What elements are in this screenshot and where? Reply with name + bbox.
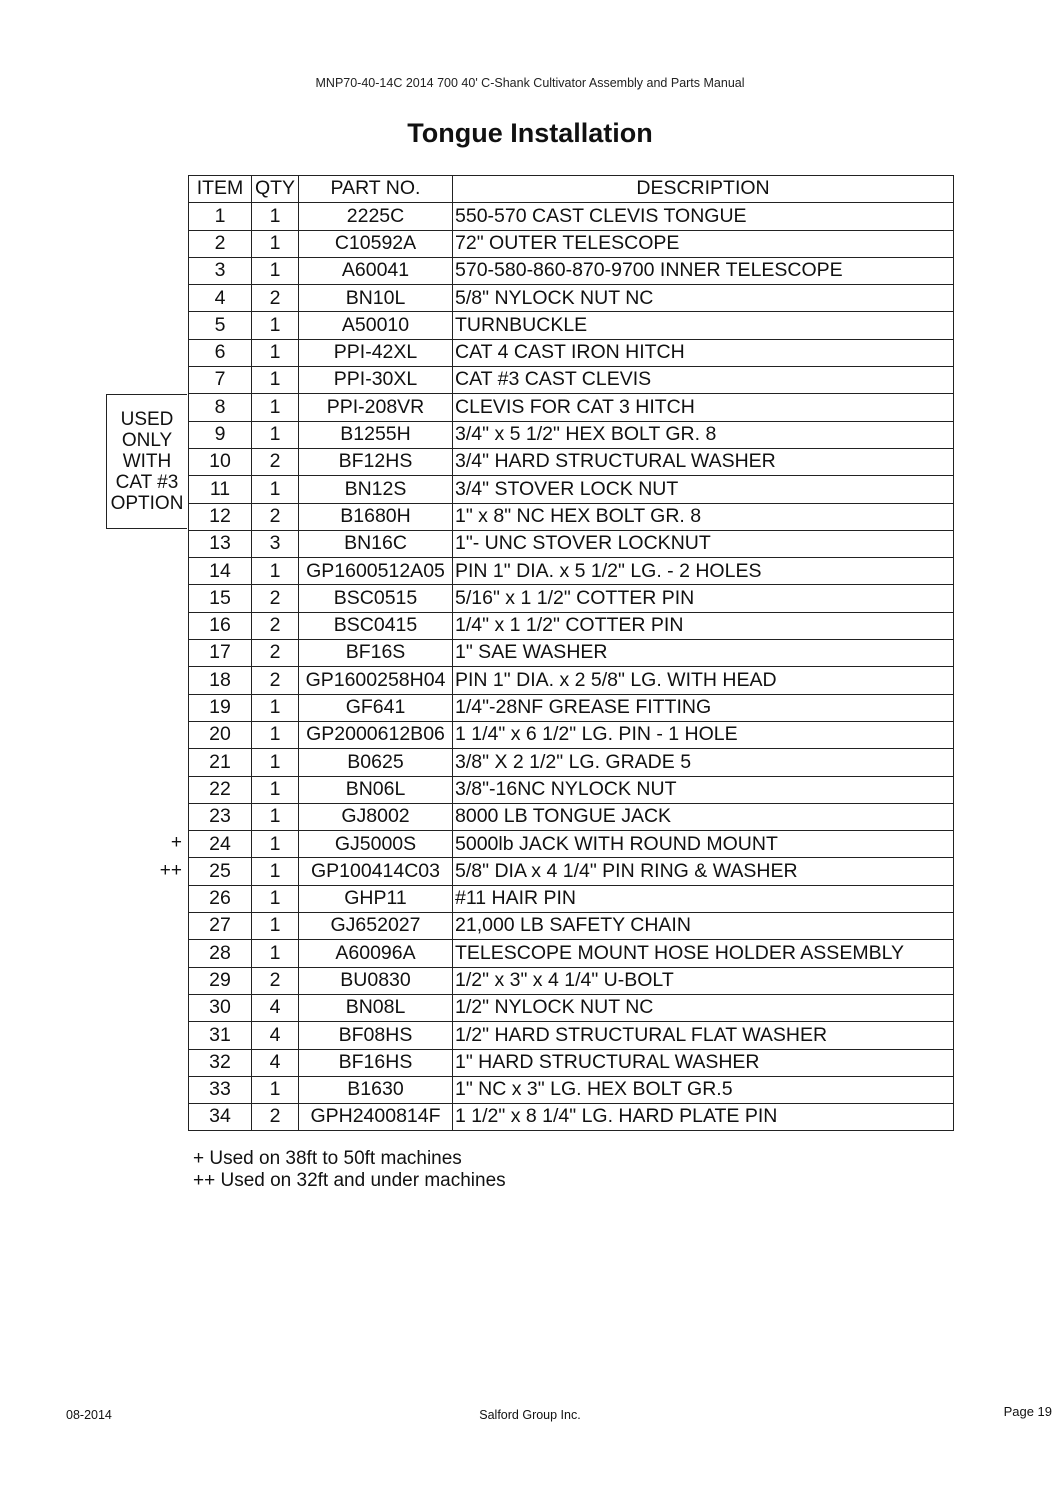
cell-part-no: BSC0415 (299, 612, 453, 639)
cell-qty: 1 (252, 421, 299, 448)
cell-item: 8 (189, 394, 252, 421)
parts-table (188, 175, 954, 1131)
table-row (189, 448, 954, 475)
cell-description: 1 1/4" x 6 1/2" LG. PIN - 1 HOLE (453, 721, 954, 748)
cell-item: 20 (189, 721, 252, 748)
table-row (189, 503, 954, 530)
side-note-line: OPTION (110, 493, 184, 514)
cell-description: 5/8" DIA x 4 1/4" PIN RING & WASHER (453, 858, 954, 885)
cell-item: 11 (189, 476, 252, 503)
cell-description: 570-580-860-870-9700 INNER TELESCOPE (453, 257, 954, 284)
footer-date: 08-2014 (66, 1408, 112, 1422)
cell-part-no: A50010 (299, 312, 453, 339)
cell-item: 12 (189, 503, 252, 530)
cell-description: 5/8" NYLOCK NUT NC (453, 285, 954, 312)
cell-part-no: BF08HS (299, 1022, 453, 1049)
cell-qty: 1 (252, 749, 299, 776)
cell-description: 1" SAE WASHER (453, 640, 954, 667)
cell-description: 1/4"-28NF GREASE FITTING (453, 694, 954, 721)
cell-description: 1" HARD STRUCTURAL WASHER (453, 1049, 954, 1076)
cell-qty: 1 (252, 257, 299, 284)
page-title: Tongue Installation (407, 118, 653, 148)
cell-item: 25 (189, 858, 252, 885)
cell-qty: 2 (252, 285, 299, 312)
cell-description: CLEVIS FOR CAT 3 HITCH (453, 394, 954, 421)
cell-part-no: BSC0515 (299, 585, 453, 612)
table-row (189, 831, 954, 858)
table-row (189, 230, 954, 257)
cell-qty: 2 (252, 503, 299, 530)
mark-item-24: + (170, 832, 182, 853)
footnotes (193, 1148, 506, 1192)
cell-part-no: 2225C (299, 203, 453, 230)
cell-part-no: GJ8002 (299, 803, 453, 830)
cell-qty: 1 (252, 558, 299, 585)
cell-qty: 1 (252, 230, 299, 257)
header-item: ITEM (189, 176, 252, 203)
cell-qty: 2 (252, 967, 299, 994)
table-row (189, 940, 954, 967)
table-row (189, 585, 954, 612)
cell-item: 10 (189, 448, 252, 475)
cell-item: 15 (189, 585, 252, 612)
side-note-line: WITH (122, 451, 172, 472)
cell-qty: 1 (252, 203, 299, 230)
cell-item: 26 (189, 885, 252, 912)
table-row (189, 203, 954, 230)
cell-item: 9 (189, 421, 252, 448)
footnote-double-plus: ++ Used on 32ft and under machines (193, 1170, 506, 1191)
table-row (189, 776, 954, 803)
cell-item: 30 (189, 994, 252, 1021)
table-row (189, 667, 954, 694)
cell-description: 3/4" x 5 1/2" HEX BOLT GR. 8 (453, 421, 954, 448)
footer-page-number: Page 19 (1003, 1404, 1052, 1419)
table-row (189, 367, 954, 394)
cell-part-no: A60041 (299, 257, 453, 284)
cell-qty: 1 (252, 831, 299, 858)
table-row (189, 994, 954, 1021)
cell-item: 5 (189, 312, 252, 339)
cell-part-no: BN08L (299, 994, 453, 1021)
cell-qty: 1 (252, 721, 299, 748)
cell-part-no: BF16S (299, 640, 453, 667)
table-row (189, 612, 954, 639)
cell-description: 1" x 8" NC HEX BOLT GR. 8 (453, 503, 954, 530)
cell-qty: 4 (252, 1022, 299, 1049)
cell-part-no: GP2000612B06 (299, 721, 453, 748)
footer-company: Salford Group Inc. (479, 1408, 581, 1422)
cell-part-no: BF12HS (299, 448, 453, 475)
cell-part-no: BU0830 (299, 967, 453, 994)
cell-qty: 1 (252, 476, 299, 503)
cell-description: 3/4" HARD STRUCTURAL WASHER (453, 448, 954, 475)
cell-part-no: GJ5000S (299, 831, 453, 858)
cell-item: 17 (189, 640, 252, 667)
cell-qty: 1 (252, 776, 299, 803)
cell-part-no: BN12S (299, 476, 453, 503)
table-row (189, 285, 954, 312)
cell-description: 1 1/2" x 8 1/4" LG. HARD PLATE PIN (453, 1104, 954, 1131)
cell-item: 21 (189, 749, 252, 776)
cell-item: 6 (189, 339, 252, 366)
cell-part-no: BN06L (299, 776, 453, 803)
cell-description: 5/16" x 1 1/2" COTTER PIN (453, 585, 954, 612)
cell-item: 22 (189, 776, 252, 803)
cell-item: 1 (189, 203, 252, 230)
cell-description: 1/4" x 1 1/2" COTTER PIN (453, 612, 954, 639)
cell-qty: 1 (252, 367, 299, 394)
header-description: DESCRIPTION (453, 176, 954, 203)
cell-description: PIN 1" DIA. x 2 5/8" LG. WITH HEAD (453, 667, 954, 694)
cell-item: 7 (189, 367, 252, 394)
cell-item: 2 (189, 230, 252, 257)
cell-qty: 1 (252, 694, 299, 721)
cell-part-no: BN10L (299, 285, 453, 312)
cell-item: 34 (189, 1104, 252, 1131)
cell-qty: 2 (252, 612, 299, 639)
cell-part-no: PPI-30XL (299, 367, 453, 394)
cell-description: 1/2" HARD STRUCTURAL FLAT WASHER (453, 1022, 954, 1049)
cell-qty: 1 (252, 339, 299, 366)
side-note-line: ONLY (121, 430, 173, 451)
cell-part-no: PPI-208VR (299, 394, 453, 421)
cell-description: 550-570 CAST CLEVIS TONGUE (453, 203, 954, 230)
cell-description: 1/2" NYLOCK NUT NC (453, 994, 954, 1021)
cell-part-no: PPI-42XL (299, 339, 453, 366)
cell-description: CAT #3 CAST CLEVIS (453, 367, 954, 394)
cell-part-no: BF16HS (299, 1049, 453, 1076)
cell-description: 72" OUTER TELESCOPE (453, 230, 954, 257)
cell-description: CAT 4 CAST IRON HITCH (453, 339, 954, 366)
cell-qty: 2 (252, 667, 299, 694)
table-row (189, 530, 954, 557)
cell-qty: 2 (252, 640, 299, 667)
header-part-no: PART NO. (299, 176, 453, 203)
cell-description: 8000 LB TONGUE JACK (453, 803, 954, 830)
cell-description: #11 HAIR PIN (453, 885, 954, 912)
cell-description: 3/8" X 2 1/2" LG. GRADE 5 (453, 749, 954, 776)
table-row (189, 394, 954, 421)
cell-item: 13 (189, 530, 252, 557)
cell-item: 29 (189, 967, 252, 994)
cell-part-no: B0625 (299, 749, 453, 776)
footnote-plus: + Used on 38ft to 50ft machines (193, 1148, 462, 1169)
table-header-row (189, 176, 954, 203)
cell-description: 1" NC x 3" LG. HEX BOLT GR.5 (453, 1076, 954, 1103)
cell-part-no: GP1600512A05 (299, 558, 453, 585)
cell-item: 32 (189, 1049, 252, 1076)
cell-part-no: GP1600258H04 (299, 667, 453, 694)
table-row (189, 967, 954, 994)
cell-qty: 4 (252, 994, 299, 1021)
cell-part-no: A60096A (299, 940, 453, 967)
table-row (189, 421, 954, 448)
cat3-option-note (106, 394, 187, 529)
cell-description: 3/4" STOVER LOCK NUT (453, 476, 954, 503)
mark-item-25: ++ (159, 860, 182, 881)
table-row (189, 339, 954, 366)
cell-item: 27 (189, 913, 252, 940)
cell-item: 33 (189, 1076, 252, 1103)
cell-part-no: B1255H (299, 421, 453, 448)
table-row (189, 749, 954, 776)
table-row (189, 640, 954, 667)
cell-item: 3 (189, 257, 252, 284)
cell-qty: 1 (252, 858, 299, 885)
cell-item: 24 (189, 831, 252, 858)
table-row (189, 721, 954, 748)
cell-part-no: B1680H (299, 503, 453, 530)
header-qty: QTY (252, 176, 299, 203)
table-row (189, 913, 954, 940)
cell-item: 4 (189, 285, 252, 312)
cell-qty: 1 (252, 940, 299, 967)
document-header: MNP70-40-14C 2014 700 40' C-Shank Cultivator Assembly and Parts Manual (315, 76, 745, 90)
side-note-line: CAT #3 (115, 472, 179, 493)
table-row (189, 803, 954, 830)
table-row (189, 858, 954, 885)
side-note-line: USED (120, 409, 174, 430)
table-row (189, 476, 954, 503)
cell-qty: 4 (252, 1049, 299, 1076)
cell-item: 14 (189, 558, 252, 585)
cell-part-no: B1630 (299, 1076, 453, 1103)
cell-part-no: GHP11 (299, 885, 453, 912)
cell-qty: 1 (252, 312, 299, 339)
cell-qty: 1 (252, 1076, 299, 1103)
cell-description: PIN 1" DIA. x 5 1/2" LG. - 2 HOLES (453, 558, 954, 585)
cell-part-no: BN16C (299, 530, 453, 557)
cell-qty: 1 (252, 885, 299, 912)
cell-item: 28 (189, 940, 252, 967)
cell-qty: 2 (252, 448, 299, 475)
cell-description: 3/8"-16NC NYLOCK NUT (453, 776, 954, 803)
cell-item: 23 (189, 803, 252, 830)
cell-description: 1/2" x 3" x 4 1/4" U-BOLT (453, 967, 954, 994)
cell-description: 1"- UNC STOVER LOCKNUT (453, 530, 954, 557)
table-row (189, 1022, 954, 1049)
cell-description: 5000lb JACK WITH ROUND MOUNT (453, 831, 954, 858)
cell-item: 19 (189, 694, 252, 721)
cell-description: 21,000 LB SAFETY CHAIN (453, 913, 954, 940)
cell-description: TELESCOPE MOUNT HOSE HOLDER ASSEMBLY (453, 940, 954, 967)
cell-part-no: GP100414C03 (299, 858, 453, 885)
cell-part-no: GPH2400814F (299, 1104, 453, 1131)
table-row (189, 1076, 954, 1103)
cell-item: 31 (189, 1022, 252, 1049)
cell-qty: 1 (252, 803, 299, 830)
cell-description: TURNBUCKLE (453, 312, 954, 339)
cell-item: 18 (189, 667, 252, 694)
table-row (189, 1104, 954, 1131)
table-row (189, 558, 954, 585)
cell-qty: 1 (252, 913, 299, 940)
table-row (189, 257, 954, 284)
cell-item: 16 (189, 612, 252, 639)
table-row (189, 694, 954, 721)
cell-part-no: GJ652027 (299, 913, 453, 940)
cell-qty: 1 (252, 394, 299, 421)
cell-part-no: C10592A (299, 230, 453, 257)
table-row (189, 312, 954, 339)
cell-qty: 2 (252, 585, 299, 612)
cell-part-no: GF641 (299, 694, 453, 721)
cell-qty: 2 (252, 1104, 299, 1131)
table-row (189, 1049, 954, 1076)
cell-qty: 3 (252, 530, 299, 557)
table-row (189, 885, 954, 912)
